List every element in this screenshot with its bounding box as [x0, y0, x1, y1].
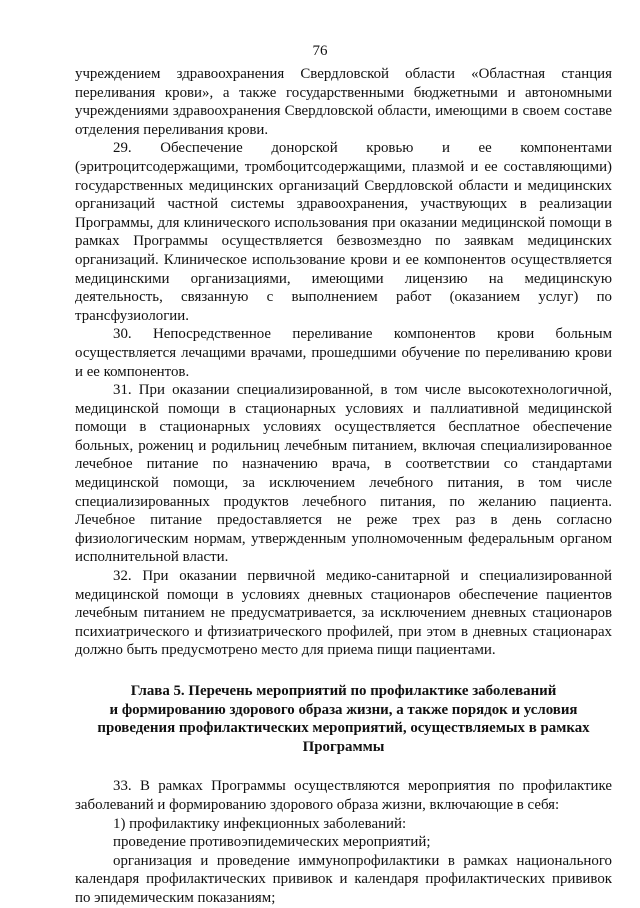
paragraph: 29. Обеспечение донорской кровью и ее компонентами (эритроцитсодержащими, тромбоцитсодержащими, плазмой и ее составляющими) государственных медицинских организаций Свердловской области и медицинских организаций частной системы здравоохранения, участвующих в реализации Программы, для клинического использования при оказании медицинской помощи в рамках Программы осуществляется безвозмездно по заявкам медицинских организаций. Клиническое использование крови и ее компонентов осуществляется медицинскими организациями, имеющими лицензию на медицинскую деятельность, связанную с выполнением работ (оказанием услуг) по трансфузиологии.: [75, 140, 612, 324]
paragraph: 1) профилактику инфекционных заболеваний:: [113, 815, 407, 832]
paragraph: 31. При оказании специализированной, в том числе высокотехнологичной, медицинской помощи в стационарных условиях и паллиативной медицинской помощи в стационарных условиях осуществляется бесплатное обеспечение больных, рожениц и родильниц лечебным питанием, включая специализированное лечебное питание по назначению врача, в соответствии со стандартами медицинской помощи, за исключением лечебного питания, в том числе специализированных продуктов лечебного питания, по желанию пациента. Лечебное питание предоставляется не реже трех раз в день согласно физиологическим нормам, утвержденным уполномоченным федеральным органом исполнительной власти.: [75, 382, 612, 566]
paragraph: проведение противоэпидемических мероприятий;: [113, 834, 431, 851]
paragraph: учреждением здравоохранения Свердловской области «Областная станция переливания крови», а также государственными бюджетными и автономными учреждениями здравоохранения Свердловской области, имеющими в своем составе отделения переливания крови.: [75, 66, 612, 138]
page-number: 76: [312, 43, 328, 59]
paragraph: 30. Непосредственное переливание компонентов крови больным осуществляется лечащими врачами, прошедшими обучение по переливанию крови и ее компонентов.: [75, 326, 612, 380]
heading-line: Глава 5. Перечень мероприятий по профилактике заболеваний: [130, 683, 557, 699]
chapter-heading: [75, 682, 612, 756]
document-body: [75, 65, 612, 908]
paragraph: организация и проведение иммунопрофилактики в рамках национального календаря профилактических прививок и календаря профилактических прививок по эпидемическим показаниям;: [75, 852, 612, 906]
heading-line: и формированию здорового образа жизни, а также порядок и условия: [109, 701, 578, 718]
paragraphs-top: [75, 65, 612, 660]
paragraphs-bottom: [75, 777, 612, 907]
heading-line: проведения профилактических мероприятий, осуществляемых в рамках: [97, 720, 590, 737]
paragraph: 33. В рамках Программы осуществляются мероприятия по профилактике заболеваний и формированию здорового образа жизни, включающие в себя:: [75, 778, 612, 813]
heading-line: Программы: [302, 738, 385, 755]
paragraph: 32. При оказании первичной медико-санитарной и специализированной медицинской помощи в условиях дневных стационаров обеспечение пациентов лечебным питанием не предусматривается, за исключением дневных стационаров психиатрического и фтизиатрического профилей, при этом в дневных стационарах должно быть предусмотрено место для приема пищи пациентами.: [75, 568, 612, 659]
